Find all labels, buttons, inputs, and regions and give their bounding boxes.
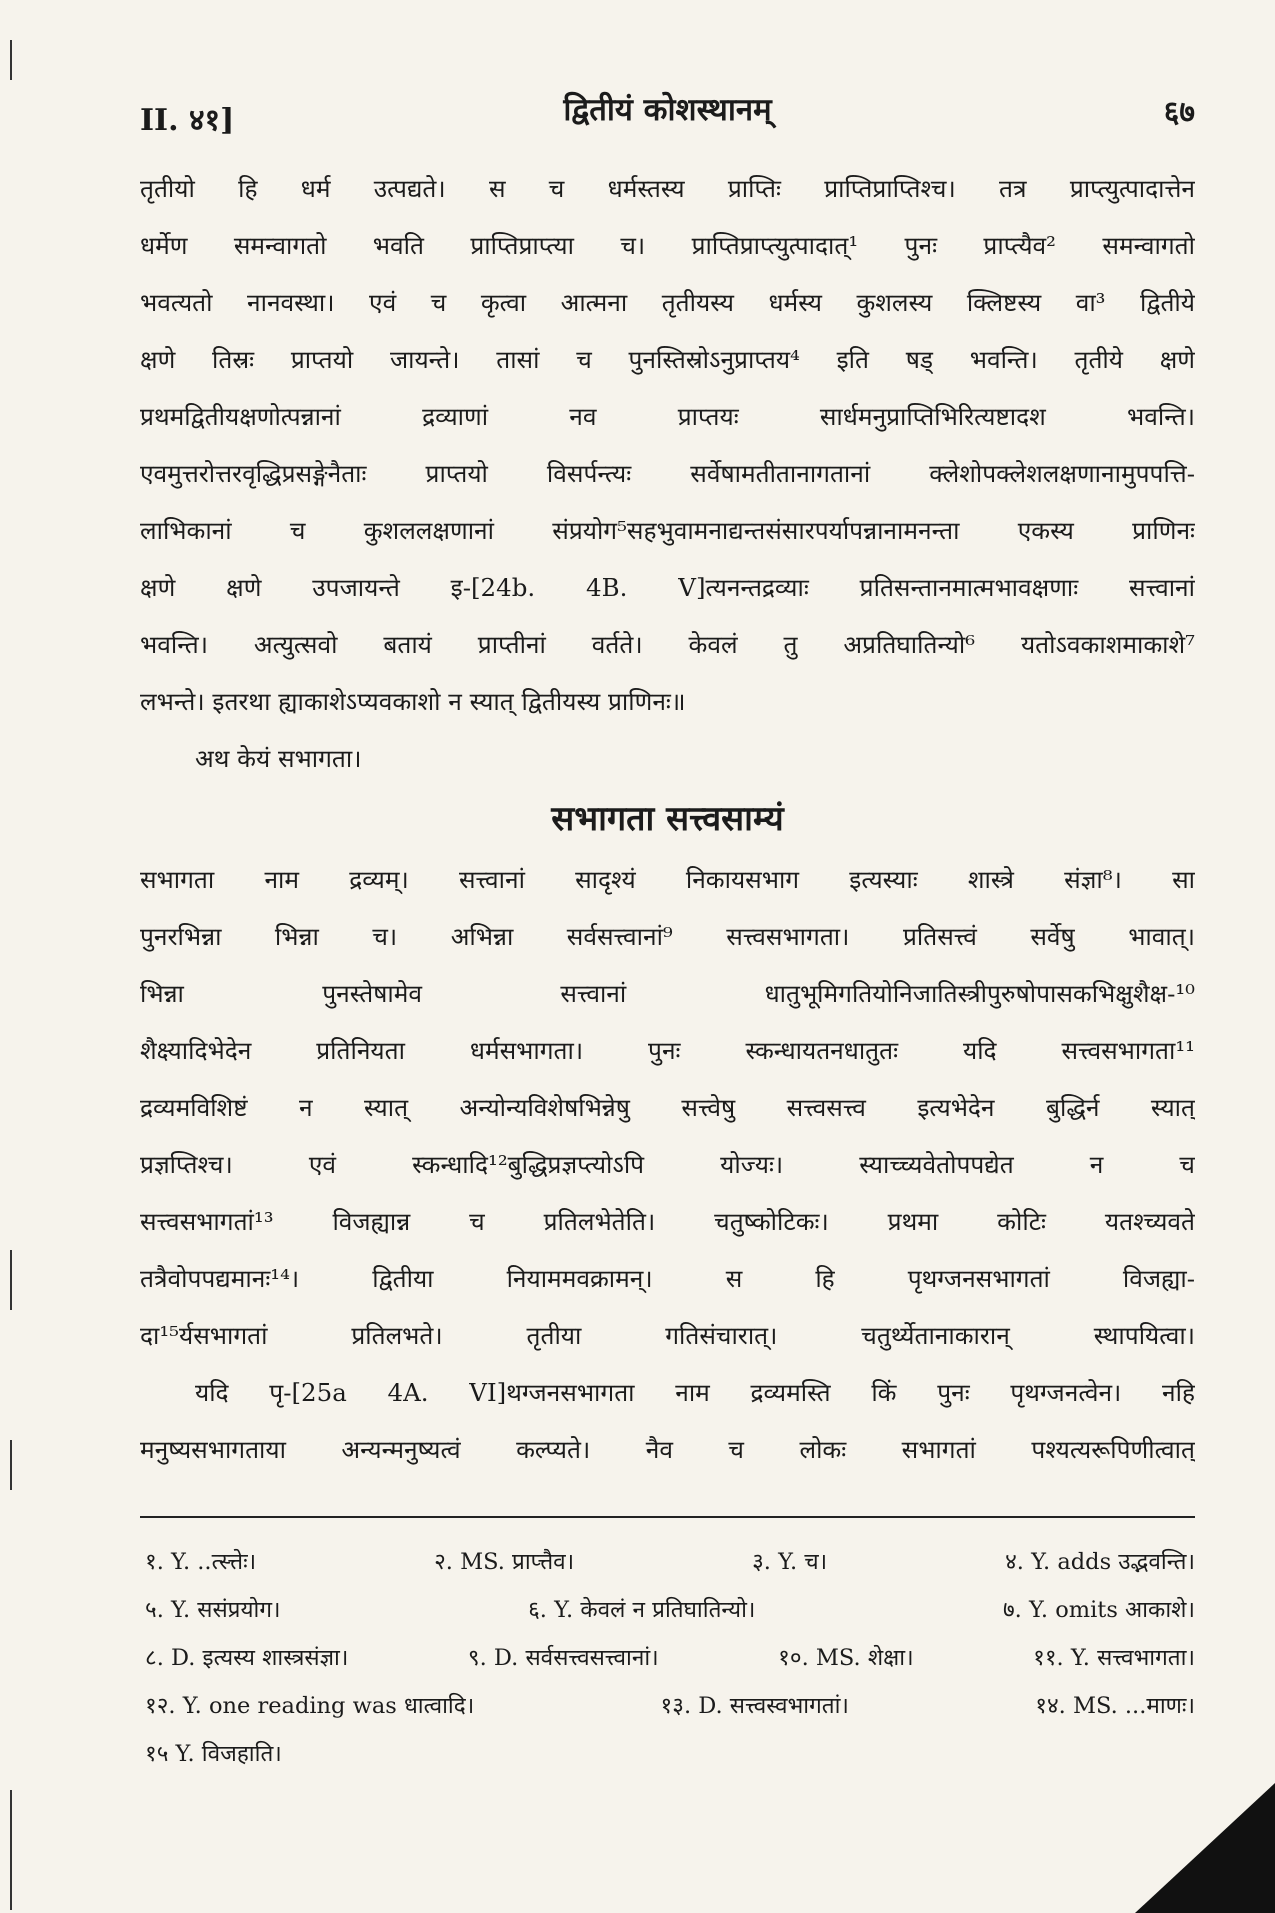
footnote-row xyxy=(145,1730,1195,1778)
footnote: ५. Y. ससंप्रयोग। xyxy=(145,1597,281,1623)
text-line: सत्त्वसभागतां¹³ विजह्यान्न च प्रतिलभेतेति। चतुष्कोटिकः। प्रथमा कोटिः यतश्च्यवते xyxy=(140,1207,1195,1236)
footnote: ४. Y. adds उद्भवन्ति। xyxy=(1005,1549,1195,1575)
footnote: ११. Y. सत्त्वभागता। xyxy=(1033,1645,1195,1671)
scan-edge-mark xyxy=(10,1440,12,1490)
footnote: १४. MS. ...माणः। xyxy=(1035,1693,1195,1719)
text-line: भवत्यतो नानवस्था। एवं च कृत्वा आत्मना तृतीयस्य धर्मस्य कुशलस्य क्लिष्टस्य वा³ द्वितीये xyxy=(140,288,1195,317)
scan-edge-mark xyxy=(10,40,12,80)
footnote: १०. MS. शेक्षा। xyxy=(778,1645,914,1671)
footnote: ६. Y. केवलं न प्रतिघातिन्यो। xyxy=(528,1597,756,1623)
footnote: १५ Y. विजहाति। xyxy=(145,1741,282,1767)
scan-edge-mark xyxy=(10,1790,12,1910)
footnote: १३. D. सत्त्वस्वभागतां। xyxy=(660,1693,849,1719)
scan-edge-mark xyxy=(10,1250,12,1310)
footnote: १२. Y. one reading was धात्वादि। xyxy=(145,1693,475,1719)
footnote-divider xyxy=(140,1516,1195,1518)
text-line: लाभिकानां च कुशललक्षणानां संप्रयोग⁵सहभुवामनाद्यन्तसंसारपर्यापन्नानामनन्ता एकस्य प्राणिनः xyxy=(140,516,1195,545)
footnote: ७. Y. omits आकाशे। xyxy=(1002,1597,1195,1623)
text-line: लभन्ते। इतरथा ह्याकाशेऽप्यवकाशो न स्यात् द्वितीयस्य प्राणिनः॥ xyxy=(140,687,686,716)
running-header xyxy=(140,88,1195,138)
text-line: क्षणे तिस्रः प्राप्तयो जायन्ते। तासां च पुनस्तिस्रोऽनुप्राप्तय⁴ इति षड् भवन्ति। तृतीये क्षणे xyxy=(140,345,1195,374)
footnote-row xyxy=(145,1538,1195,1586)
footnote-row xyxy=(145,1634,1195,1682)
page-number: ६७ xyxy=(1163,95,1195,130)
footnote: ३. Y. च। xyxy=(752,1549,828,1575)
text-line: सभागता नाम द्रव्यम्। सत्त्वानां सादृश्यं निकायसभाग इत्यस्याः शास्त्रे संज्ञा⁸। सा xyxy=(140,865,1195,894)
text-line: मनुष्यसभागताया अन्यन्मनुष्यत्वं कल्प्यते। नैव च लोकः सभागतां पश्यत्यरूपिणीत्वात् xyxy=(140,1435,1195,1464)
footnotes xyxy=(145,1538,1195,1778)
section-reference: II. ४१] xyxy=(140,103,235,138)
question-line: अथ केयं सभागता। xyxy=(195,744,362,773)
footnote: ८. D. इत्यस्य शास्त्रसंज्ञा। xyxy=(145,1645,349,1671)
text-line: तत्रैवोपपद्यमानः¹⁴। द्वितीया नियाममवक्रामन्। स हि पृथग्जनसभागतां विजह्या- xyxy=(140,1264,1195,1293)
scan-corner-shadow xyxy=(1135,1783,1275,1913)
text-line: यदि पृ-[25a 4A. VI]थग्जनसभागता नाम द्रव्यमस्ति किं पुनः पृथग्जनत्वेन। नहि xyxy=(195,1378,1195,1407)
text-line: दा¹⁵र्यसभागतां प्रतिलभते। तृतीया गतिसंचारात्। चतुर्थ्येतानाकारान् स्थापयित्वा। xyxy=(140,1321,1195,1350)
footnote: १. Y. ..त्स्त्तेः। xyxy=(145,1549,257,1575)
footnote-row xyxy=(145,1586,1195,1634)
text-line: भिन्ना पुनस्तेषामेव सत्त्वानां धातुभूमिगतियोनिजातिस्त्रीपुरुषोपासकभिक्षुशैक्ष-¹⁰ xyxy=(140,979,1195,1008)
footnote: ९. D. सर्वसत्त्वसत्त्वानां। xyxy=(467,1645,659,1671)
text-line: भवन्ति। अत्युत्सवो बतायं प्राप्तीनां वर्तते। केवलं तु अप्रतिघातिन्यो⁶ यतोऽवकाशमाकाशे⁷ xyxy=(140,630,1195,659)
text-line: एवमुत्तरोत्तरवृद्धिप्रसङ्गेनैताः प्राप्तयो विसर्पन्त्यः सर्वेषामतीतानागतानां क्लेशोपक्लेशलक्षणानामुपपत्ति- xyxy=(140,459,1195,488)
section-heading: सभागता सत्त्वसाम्यं xyxy=(551,799,784,839)
main-text xyxy=(140,160,1195,1478)
text-line: तृतीयो हि धर्म उत्पद्यते। स च धर्मस्तस्य प्राप्तिः प्राप्तिप्राप्तिश्च। तत्र प्राप्त्युत्पादात्तेन xyxy=(140,174,1195,203)
page-title: द्वितीयं कोशस्थानम् xyxy=(563,92,772,128)
text-line: प्रज्ञप्तिश्च। एवं स्कन्धादि¹²बुद्धिप्रज्ञप्त्योऽपि योज्यः। स्याच्च्यवेतोपपद्येत न च xyxy=(140,1150,1195,1179)
text-line: धर्मेण समन्वागतो भवति प्राप्तिप्राप्त्या च। प्राप्तिप्राप्त्युत्पादात्¹ पुनः प्राप्त्यैव² समन्वागतो xyxy=(140,231,1195,260)
footnote: २. MS. प्राप्त्तैव। xyxy=(434,1549,575,1575)
text-line: प्रथमद्वितीयक्षणोत्पन्नानां द्रव्याणां नव प्राप्तयः सार्धमनुप्राप्तिभिरित्यष्टादश भवन्ति। xyxy=(140,402,1195,431)
text-line: क्षणे क्षणे उपजायन्ते इ-[24b. 4B. V]त्यनन्तद्रव्याः प्रतिसन्तानमात्मभावक्षणाः सत्त्वानां xyxy=(140,573,1195,602)
text-line: शैक्ष्यादिभेदेन प्रतिनियता धर्मसभागता। पुनः स्कन्धायतनधातुतः यदि सत्त्वसभागता¹¹ xyxy=(140,1036,1195,1065)
text-line: पुनरभिन्ना भिन्ना च। अभिन्ना सर्वसत्त्वानां⁹ सत्त्वसभागता। प्रतिसत्त्वं सर्वेषु भावात्। xyxy=(140,922,1195,951)
footnote-row xyxy=(145,1682,1195,1730)
text-line: द्रव्यमविशिष्टं न स्यात् अन्योन्यविशेषभिन्नेषु सत्त्वेषु सत्त्वसत्त्व इत्यभेदेन बुद्धिर्न स्यात् xyxy=(140,1093,1195,1122)
